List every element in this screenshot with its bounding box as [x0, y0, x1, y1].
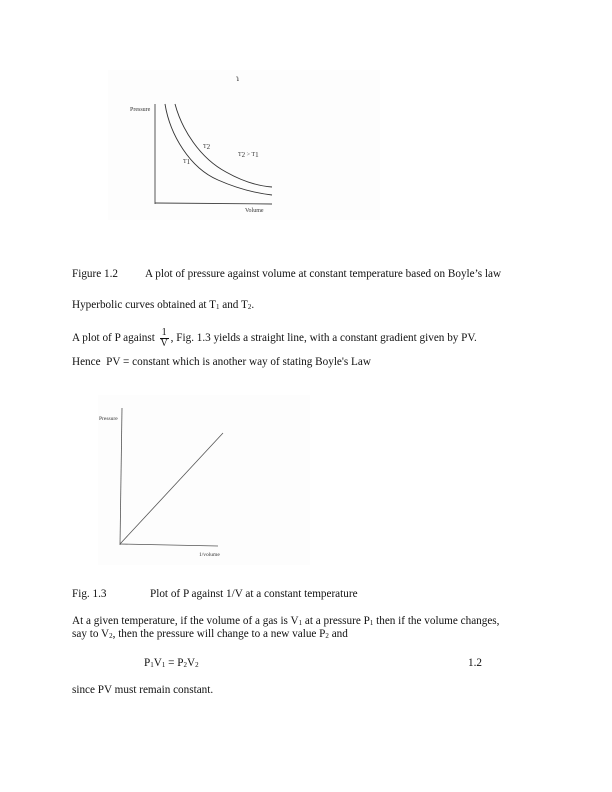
figure-1-2-plot	[0, 0, 612, 250]
equation-boyle: $P_1V_1 = P_2V_2$	[144, 657, 199, 669]
stray-mark: ɿ	[236, 73, 239, 83]
x-axis	[120, 544, 218, 546]
figure-1-3-caption	[72, 588, 358, 601]
caption-text: Plot of P against 1/V at a constant temperature	[150, 588, 358, 600]
relation-annotation: $T_2 > T_1$	[238, 151, 259, 159]
caption-text: A plot of pressure against volume at constant temperature based on Boyle’s law	[145, 268, 502, 280]
fraction-1-over-v: $\frac{1}{V}$	[160, 326, 168, 349]
curve-t2	[175, 104, 272, 187]
paragraph-hence: Hence PV = constant which is another way of stating Boyle's Law	[72, 356, 371, 368]
curve-t2-label: $T_2$	[203, 143, 211, 151]
y-axis	[120, 408, 122, 545]
paragraph-since: since PV must remain constant.	[72, 684, 214, 696]
figure-1-2-caption	[72, 268, 502, 281]
paragraph-plot-p-against: A plot of P against $\frac{1}{V}$ , Fig. 1.3 yields a straight line, with a constant gradient given by PV.	[72, 326, 477, 349]
fig1-x-label: Volume	[245, 208, 264, 214]
fig2-y-label: Pressure	[99, 416, 118, 422]
x-axis	[155, 203, 272, 204]
curve-t1-label: $T_1$	[183, 158, 191, 166]
figure-1-3-plot	[0, 380, 612, 580]
line-2: say to $V_2$, then the pressure will change to a new value $P_2$ and	[72, 628, 348, 640]
curve-t1	[165, 104, 272, 195]
fig2-x-label: 1/volume	[199, 552, 220, 558]
paragraph-given-temperature	[72, 615, 499, 641]
line-1: At a given temperature, if the volume of a gas is $V_1$ at a pressure $P_1$ then if the volume changes,	[72, 615, 500, 627]
paragraph-hyperbolic: Hyperbolic curves obtained at $T_1$ and $T_2$.	[72, 299, 255, 311]
equation-number: 1.2	[468, 657, 482, 669]
caption-label: Figure 1.2	[72, 268, 118, 280]
caption-label: Fig. 1.3	[72, 588, 107, 600]
linear-line	[120, 433, 223, 544]
fig1-y-label: Pressure	[130, 107, 151, 113]
